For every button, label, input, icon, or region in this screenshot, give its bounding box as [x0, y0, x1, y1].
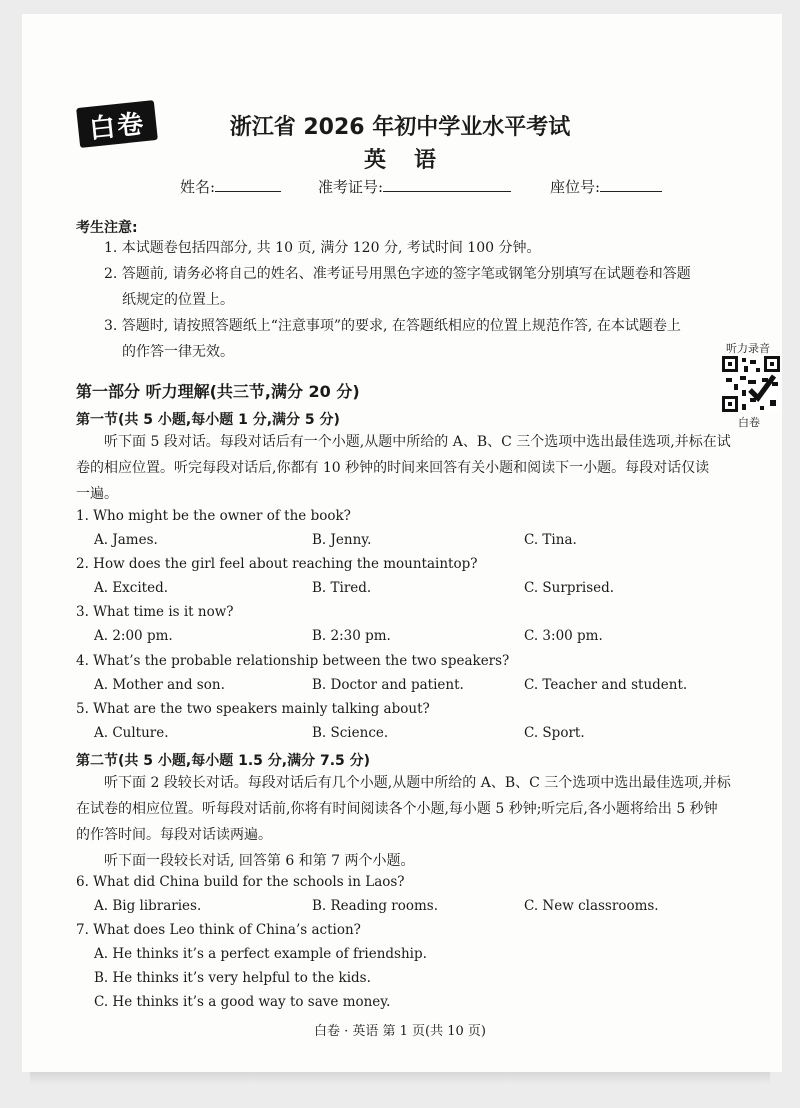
seat-blank	[600, 177, 662, 192]
question-4: 4. What’s the probable relationship between the two speakers?	[76, 653, 510, 669]
q3-option-a: A. 2:00 pm.	[94, 628, 173, 644]
name-field	[180, 176, 281, 197]
notice-item-3-cont: 的作答一律无效。	[122, 344, 234, 360]
exam-title: 浙江省 2026 年初中学业水平考试	[229, 115, 571, 140]
q4-option-c: C. Teacher and student.	[524, 677, 688, 693]
seat-field	[550, 176, 662, 197]
qr-top-label: 听力录音	[726, 342, 770, 355]
q7-option-a: A. He thinks it’s a perfect example of friendship.	[94, 946, 427, 962]
q7-option-c: C. He thinks it’s a good way to save money.	[94, 994, 391, 1010]
section1-instruction-2: 卷的相应位置。听完每段对话后,你都有 10 秒钟的时间来回答有关小题和阅读下一小题。每段对话仅读	[76, 460, 710, 476]
exam-subject: 英语	[363, 148, 464, 173]
q2-option-b: B. Tired.	[312, 580, 372, 596]
notice-item-2-cont: 纸规定的位置上。	[122, 292, 234, 308]
question-3: 3. What time is it now?	[76, 604, 234, 620]
page-shadow	[30, 1072, 770, 1084]
q7-option-b: B. He thinks it’s very helpful to the kids.	[94, 970, 371, 986]
exam-id-blank	[383, 177, 511, 192]
q1-option-c: C. Tina.	[524, 532, 577, 548]
q6-option-a: A. Big libraries.	[94, 898, 202, 914]
part1-heading: 第一部分 听力理解(共三节,满分 20 分)	[76, 382, 360, 401]
q5-option-b: B. Science.	[312, 725, 389, 741]
section1-instruction-3: 一遍。	[76, 486, 118, 502]
name-label: 姓名:	[180, 178, 216, 196]
q2-option-c: C. Surprised.	[524, 580, 615, 596]
seat-label: 座位号:	[550, 178, 601, 196]
question-7: 7. What does Leo think of China’s action?	[76, 922, 361, 938]
q6-option-c: C. New classrooms.	[524, 898, 659, 914]
qr-bottom-label: 白卷	[738, 416, 760, 429]
section2-instruction-3: 的作答时间。每段对话读两遍。	[76, 827, 272, 843]
q3-option-b: B. 2:30 pm.	[312, 628, 391, 644]
section2-heading: 第二节(共 5 小题,每小题 1.5 分,满分 7.5 分)	[76, 753, 371, 769]
question-2: 2. How does the girl feel about reaching the mountaintop?	[76, 556, 478, 572]
q1-option-b: B. Jenny.	[312, 532, 372, 548]
q4-option-a: A. Mother and son.	[94, 677, 225, 693]
qr-code-icon[interactable]	[722, 356, 780, 412]
q2-option-a: A. Excited.	[94, 580, 169, 596]
name-blank	[215, 177, 281, 192]
q3-option-c: C. 3:00 pm.	[524, 628, 603, 644]
question-1: 1. Who might be the owner of the book?	[76, 508, 351, 524]
section2-sub-instruction: 听下面一段较长对话, 回答第 6 和第 7 两个小题。	[104, 853, 415, 869]
notice-item-3: 3. 答题时, 请按照答题纸上“注意事项”的要求, 在答题纸相应的位置上规范作答, 在本试题卷上	[104, 318, 681, 334]
exam-id-label: 准考证号:	[318, 178, 384, 196]
section1-instruction-1: 听下面 5 段对话。每段对话后有一个小题,从题中所给的 A、B、C 三个选项中选出最佳选项,并标在试	[104, 434, 731, 450]
q5-option-c: C. Sport.	[524, 725, 585, 741]
question-6: 6. What did China build for the schools in Laos?	[76, 874, 405, 890]
section1-heading: 第一节(共 5 小题,每小题 1 分,满分 5 分)	[76, 412, 340, 428]
q5-option-a: A. Culture.	[94, 725, 169, 741]
q6-option-b: B. Reading rooms.	[312, 898, 439, 914]
notice-item-2: 2. 答题前, 请务必将自己的姓名、准考证号用黑色字迹的签字笔或钢笔分别填写在试题卷和答题	[104, 266, 691, 282]
q1-option-a: A. James.	[94, 532, 158, 548]
notice-item-1: 1. 本试题卷包括四部分, 共 10 页, 满分 120 分, 考试时间 100 分钟。	[104, 240, 541, 256]
page-footer: 白卷 · 英语 第 1 页(共 10 页)	[313, 1024, 486, 1039]
notice-heading: 考生注意:	[76, 220, 138, 236]
section2-instruction-1: 听下面 2 段较长对话。每段对话后有几个小题,从题中所给的 A、B、C 三个选项中选出最佳选项,并标	[104, 775, 731, 791]
section2-instruction-2: 在试卷的相应位置。听每段对话前,你将有时间阅读各个小题,每小题 5 秒钟;听完后,各小题将给出 5 秒钟	[76, 801, 718, 817]
exam-id-field	[318, 176, 511, 197]
badge-logo: 白卷	[76, 100, 158, 148]
question-5: 5. What are the two speakers mainly talking about?	[76, 701, 430, 717]
q4-option-b: B. Doctor and patient.	[312, 677, 464, 693]
